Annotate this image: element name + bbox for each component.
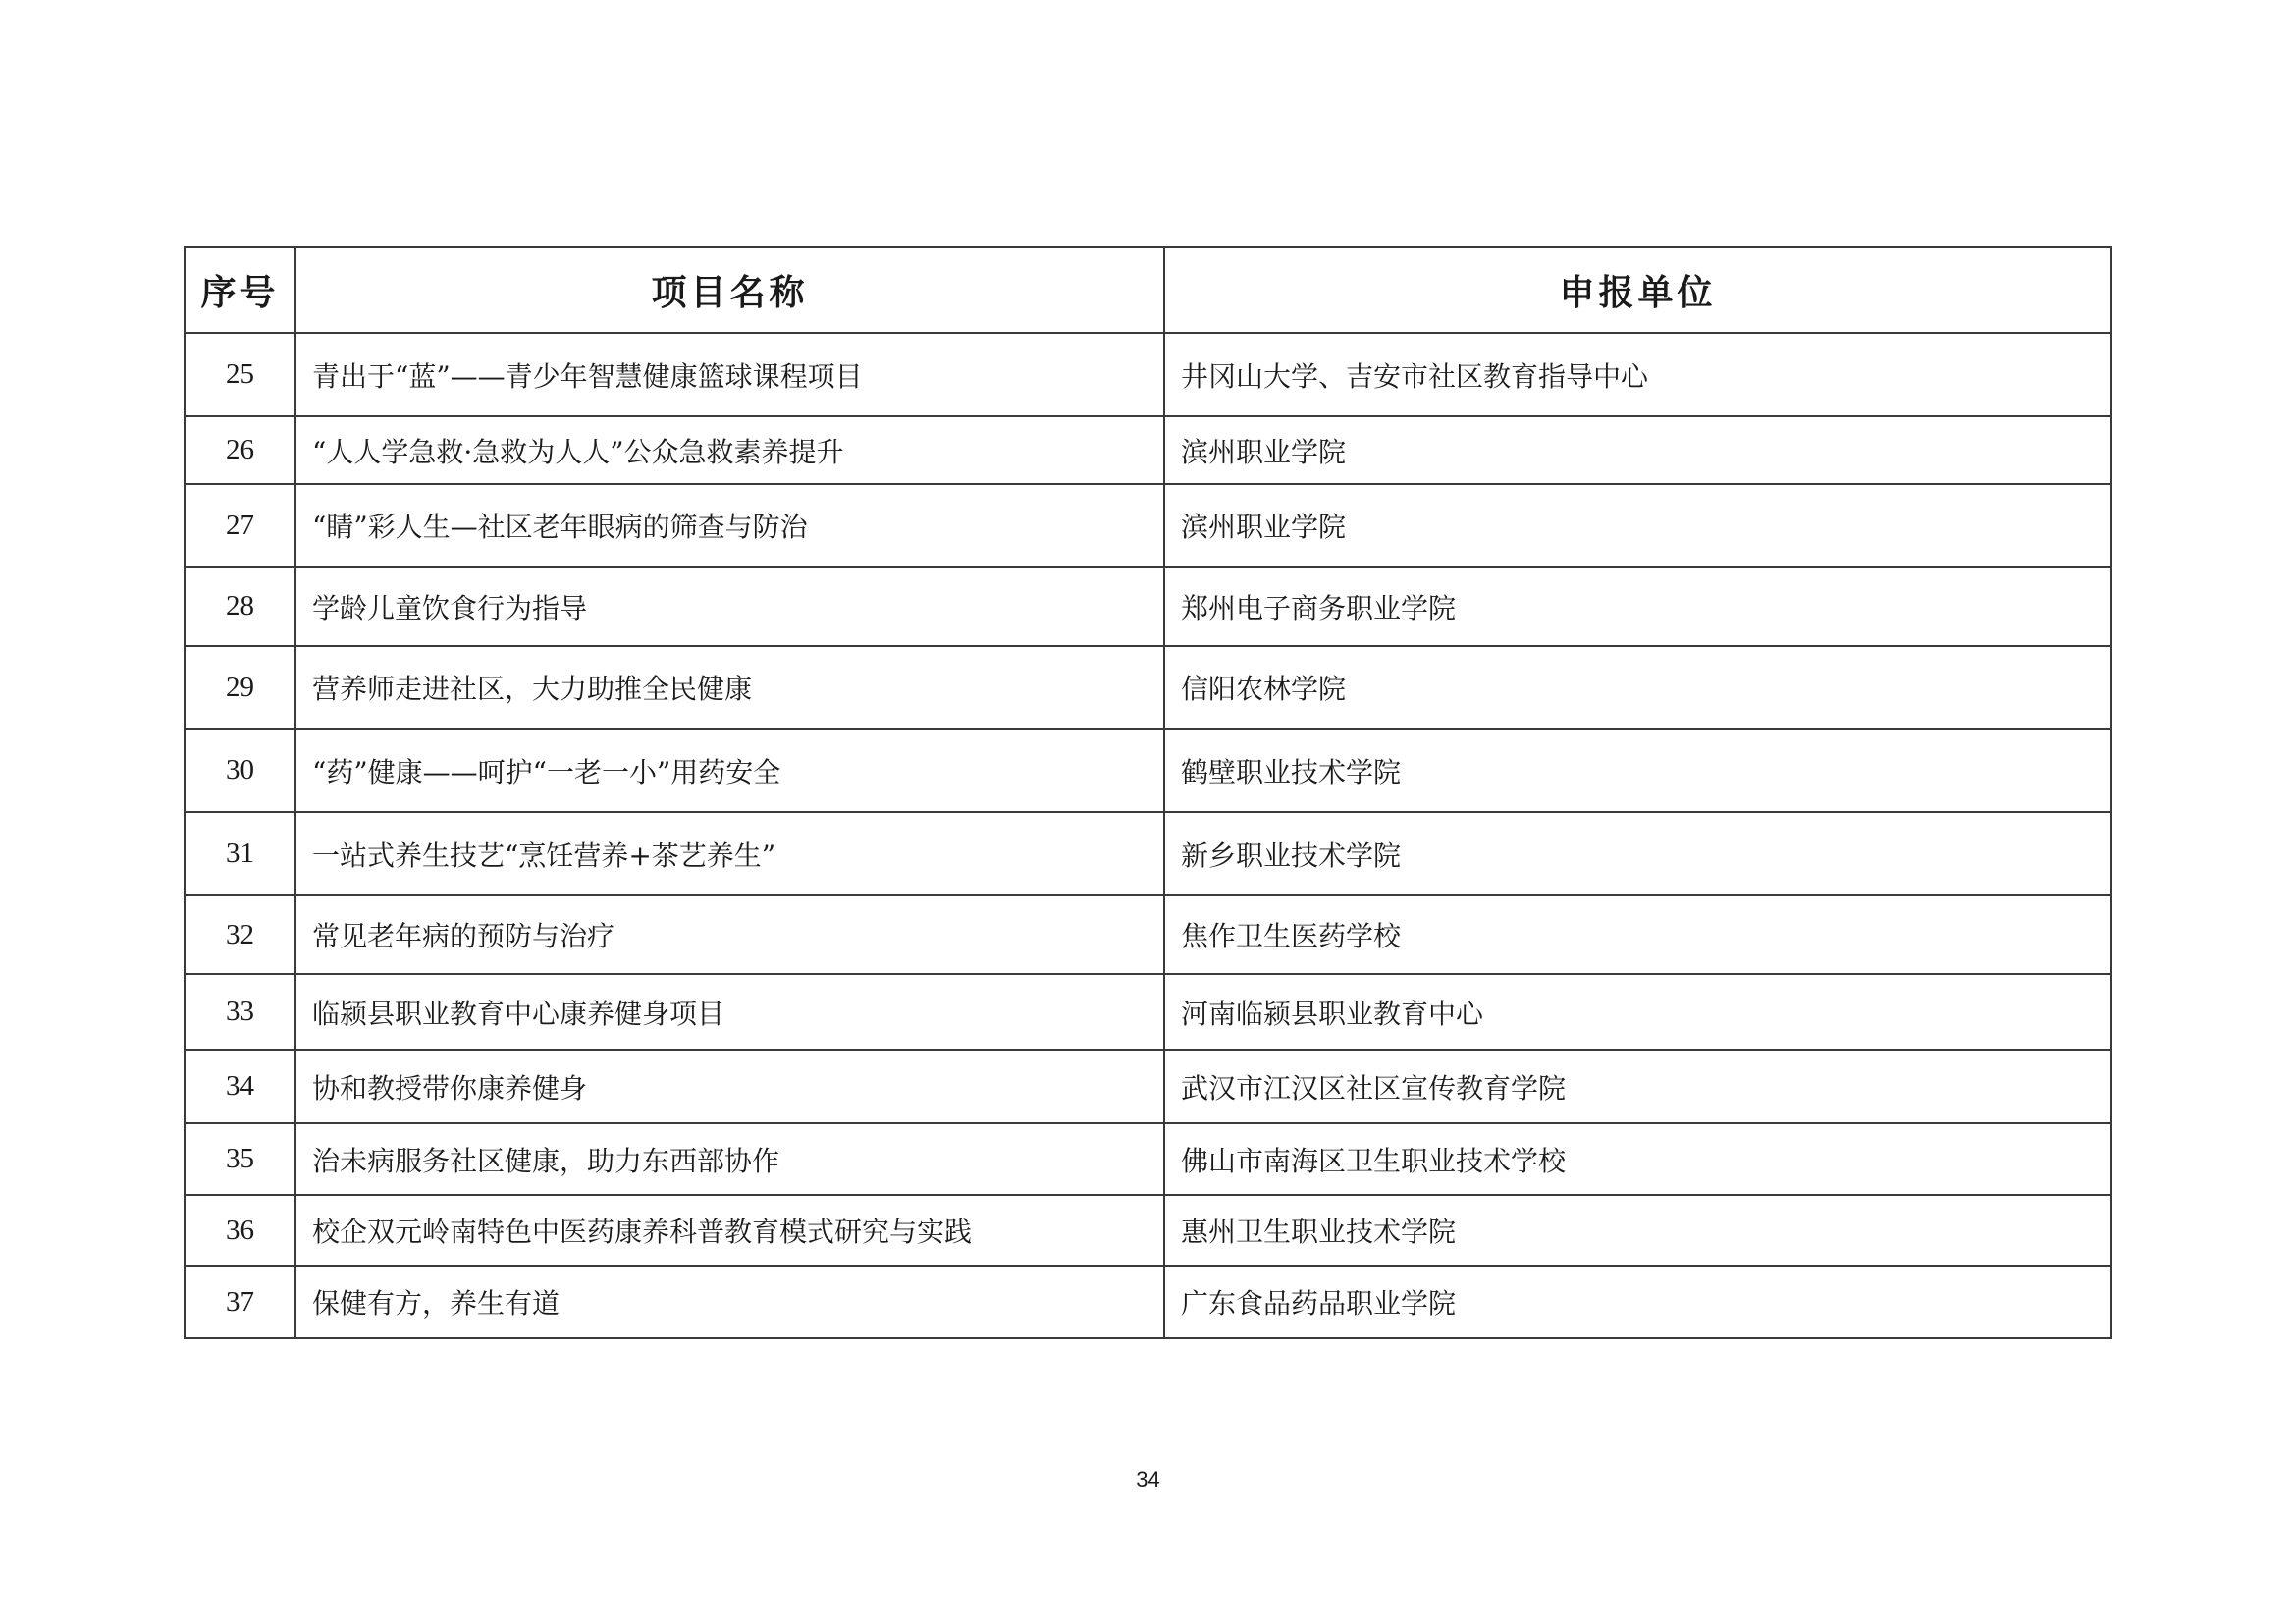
project-name: 校企双元岭南特色中医药康养科普教育模式研究与实践: [295, 1195, 1164, 1266]
project-name: 常见老年病的预防与治疗: [295, 895, 1164, 974]
applicant-unit: 郑州电子商务职业学院: [1164, 567, 2111, 646]
project-name: 临颍县职业教育中心康养健身项目: [295, 974, 1164, 1050]
row-number: 30: [185, 729, 295, 812]
project-name: 学龄儿童饮食行为指导: [295, 567, 1164, 646]
row-number: 27: [185, 484, 295, 567]
applicant-unit: 滨州职业学院: [1164, 484, 2111, 567]
applicant-unit: 焦作卫生医药学校: [1164, 895, 2111, 974]
page-number: 34: [1136, 1467, 1160, 1491]
row-number: 31: [185, 812, 295, 895]
project-name: “人人学急救·急救为人人”公众急救素养提升: [295, 416, 1164, 484]
applicant-unit: 佛山市南海区卫生职业技术学校: [1164, 1123, 2111, 1195]
header-name: 项目名称: [295, 247, 1164, 333]
project-name: “药”健康——呵护“一老一小”用药安全: [295, 729, 1164, 812]
row-number: 33: [185, 974, 295, 1050]
table-row: [185, 1195, 2111, 1266]
row-number: 25: [185, 333, 295, 416]
row-number: 37: [185, 1266, 295, 1338]
table-body: [185, 333, 2111, 1338]
applicant-unit: 武汉市江汉区社区宣传教育学院: [1164, 1050, 2111, 1123]
project-name: 协和教授带你康养健身: [295, 1050, 1164, 1123]
applicant-unit: 滨州职业学院: [1164, 416, 2111, 484]
table-row: [185, 974, 2111, 1050]
table-row: [185, 646, 2111, 729]
applicant-unit: 广东食品药品职业学院: [1164, 1266, 2111, 1338]
row-number: 32: [185, 895, 295, 974]
row-number: 36: [185, 1195, 295, 1266]
table-row: [185, 895, 2111, 974]
applicant-unit: 新乡职业技术学院: [1164, 812, 2111, 895]
header-unit: 申报单位: [1164, 247, 2111, 333]
row-number: 35: [185, 1123, 295, 1195]
project-name: 治未病服务社区健康，助力东西部协作: [295, 1123, 1164, 1195]
table-row: [185, 1123, 2111, 1195]
applicant-unit: 鹤壁职业技术学院: [1164, 729, 2111, 812]
table-row: [185, 484, 2111, 567]
table-row: [185, 416, 2111, 484]
row-number: 26: [185, 416, 295, 484]
table-row: [185, 812, 2111, 895]
header-no: 序号: [185, 247, 295, 333]
project-name: “睛”彩人生—社区老年眼病的筛查与防治: [295, 484, 1164, 567]
applicant-unit: 井冈山大学、吉安市社区教育指导中心: [1164, 333, 2111, 416]
applicant-unit: 信阳农林学院: [1164, 646, 2111, 729]
applicant-unit: 河南临颍县职业教育中心: [1164, 974, 2111, 1050]
row-number: 29: [185, 646, 295, 729]
table-header-row: [185, 247, 2111, 333]
applicant-unit: 惠州卫生职业技术学院: [1164, 1195, 2111, 1266]
project-name: 青出于“蓝”——青少年智慧健康篮球课程项目: [295, 333, 1164, 416]
table-row: [185, 333, 2111, 416]
table-row: [185, 1050, 2111, 1123]
table-row: [185, 729, 2111, 812]
project-name: 保健有方，养生有道: [295, 1266, 1164, 1338]
table-row: [185, 567, 2111, 646]
row-number: 34: [185, 1050, 295, 1123]
project-name: 一站式养生技艺“烹饪营养+茶艺养生”: [295, 812, 1164, 895]
project-table: [184, 246, 2112, 1339]
table-row: [185, 1266, 2111, 1338]
project-name: 营养师走进社区，大力助推全民健康: [295, 646, 1164, 729]
row-number: 28: [185, 567, 295, 646]
